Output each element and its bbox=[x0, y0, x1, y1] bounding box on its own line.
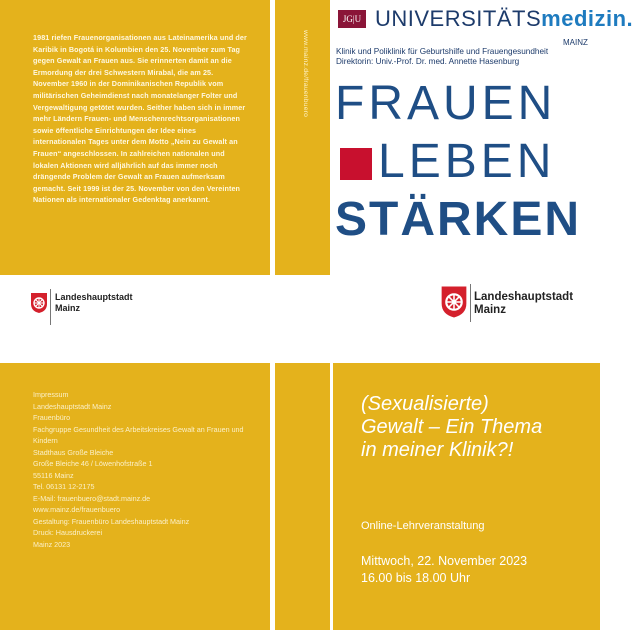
impressum-block bbox=[33, 389, 248, 550]
brand-bold: medizin. bbox=[541, 6, 633, 31]
impressum-line: Landeshauptstadt Mainz bbox=[33, 401, 112, 411]
city-line2: Mainz bbox=[474, 304, 506, 316]
mainz-crest-icon bbox=[440, 285, 468, 319]
brand-city: MAINZ bbox=[563, 38, 588, 47]
city-logo-text bbox=[55, 292, 133, 314]
city-line1: Landeshauptstadt bbox=[55, 292, 133, 302]
impressum-line: Fachgruppe Gesundheit des Arbeitskreises Gewalt an Frauen und Kindern bbox=[33, 424, 244, 445]
impressum-line: Große Bleiche 46 / Löwenhofstraße 1 bbox=[33, 459, 153, 468]
city-line2: Mainz bbox=[55, 303, 81, 313]
clinic-line: Klinik und Poliklinik für Geburtshilfe und Frauengesundheit bbox=[336, 47, 549, 56]
impressum-line: Stadthaus Große Bleiche bbox=[33, 447, 114, 457]
title-line: (Sexualisierte) bbox=[361, 393, 489, 415]
impressum-line: Mainz 2023 bbox=[33, 539, 71, 549]
city-line1: Landeshauptstadt bbox=[474, 291, 574, 303]
headline-staerken: STÄRKEN bbox=[335, 193, 582, 246]
clinic-line: Direktorin: Univ.-Prof. Dr. med. Annette Hasenburg bbox=[336, 57, 520, 66]
event-time: 16.00 bis 18.00 Uhr bbox=[361, 571, 471, 585]
impressum-line: Druck: Hausdruckerei bbox=[33, 528, 103, 537]
jgu-logo: JG|U bbox=[338, 10, 366, 28]
headline-frauen: FRAUEN bbox=[335, 77, 557, 130]
panel-spine-mid bbox=[275, 275, 330, 363]
impressum-line: www.mainz.de/frauenbuero bbox=[33, 505, 121, 514]
brand-regular: UNIVERSITÄTS bbox=[375, 6, 542, 31]
title-line: Gewalt – Ein Thema bbox=[361, 416, 543, 438]
event-type: Online-Lehrveranstaltung bbox=[361, 520, 485, 532]
event-date: Mittwoch, 22. November 2023 bbox=[361, 554, 528, 568]
logo-divider bbox=[470, 284, 471, 322]
impressum-line: Frauenbüro bbox=[33, 413, 71, 422]
clinic-info bbox=[336, 47, 596, 67]
event-title bbox=[361, 393, 591, 462]
vertical-url: www.mainz.de/frauenbuero bbox=[302, 30, 309, 118]
red-square bbox=[340, 148, 372, 180]
headline-leben: LEBEN bbox=[378, 135, 556, 188]
panel-logo-left bbox=[0, 275, 270, 363]
impressum-line: Tel. 06131 12-2175 bbox=[33, 482, 95, 491]
event-datetime bbox=[361, 553, 527, 587]
panel-spine-bottom bbox=[275, 363, 330, 630]
city-logo-text bbox=[474, 291, 573, 317]
logo-divider bbox=[50, 289, 51, 325]
impressum-line: E-Mail: frauenbuero@stadt.mainz.de bbox=[33, 493, 151, 503]
history-text: 1981 riefen Frauenorganisationen aus Lateinamerika und der Karibik in Bogotá in Kolumbien den 25. November zum Tag gegen Gewalt an Frauen aus. Sie erinnerten damit an die Ermordung der drei Schwestern Mirabal, die am 25. November 1960 in der Dominikanischen Republik vom militärischen Geheimdienst nach monatelanger Folter und Vergewaltigung getötet wurden. Seither haben sich in immer mehr Ländern Frauen- und Menschenrechtsorganisationen sowie öffentliche Einrichtungen der Idee eines internationalen Tages unter dem Motto „Nein zu Gewalt an Frauen“ angeschlossen. In zahlreichen nationalen und lokalen Aktionen wird alljährlich auf das immer noch drängende Problem der Gewalt an Frauen aufmerksam gemacht. Seit 1999 ist der 25. November von den Vereinten Nationen als internationaler Gedenktag anerkannt. bbox=[33, 33, 247, 205]
title-line: in meiner Klinik?! bbox=[361, 439, 514, 461]
impressum-line: 55116 Mainz bbox=[33, 470, 74, 480]
unimed-logo bbox=[375, 6, 633, 32]
impressum-line: Impressum bbox=[33, 390, 69, 399]
impressum-line: Gestaltung: Frauenbüro Landeshauptstadt Mainz bbox=[33, 516, 190, 526]
mainz-crest-icon bbox=[30, 292, 48, 314]
